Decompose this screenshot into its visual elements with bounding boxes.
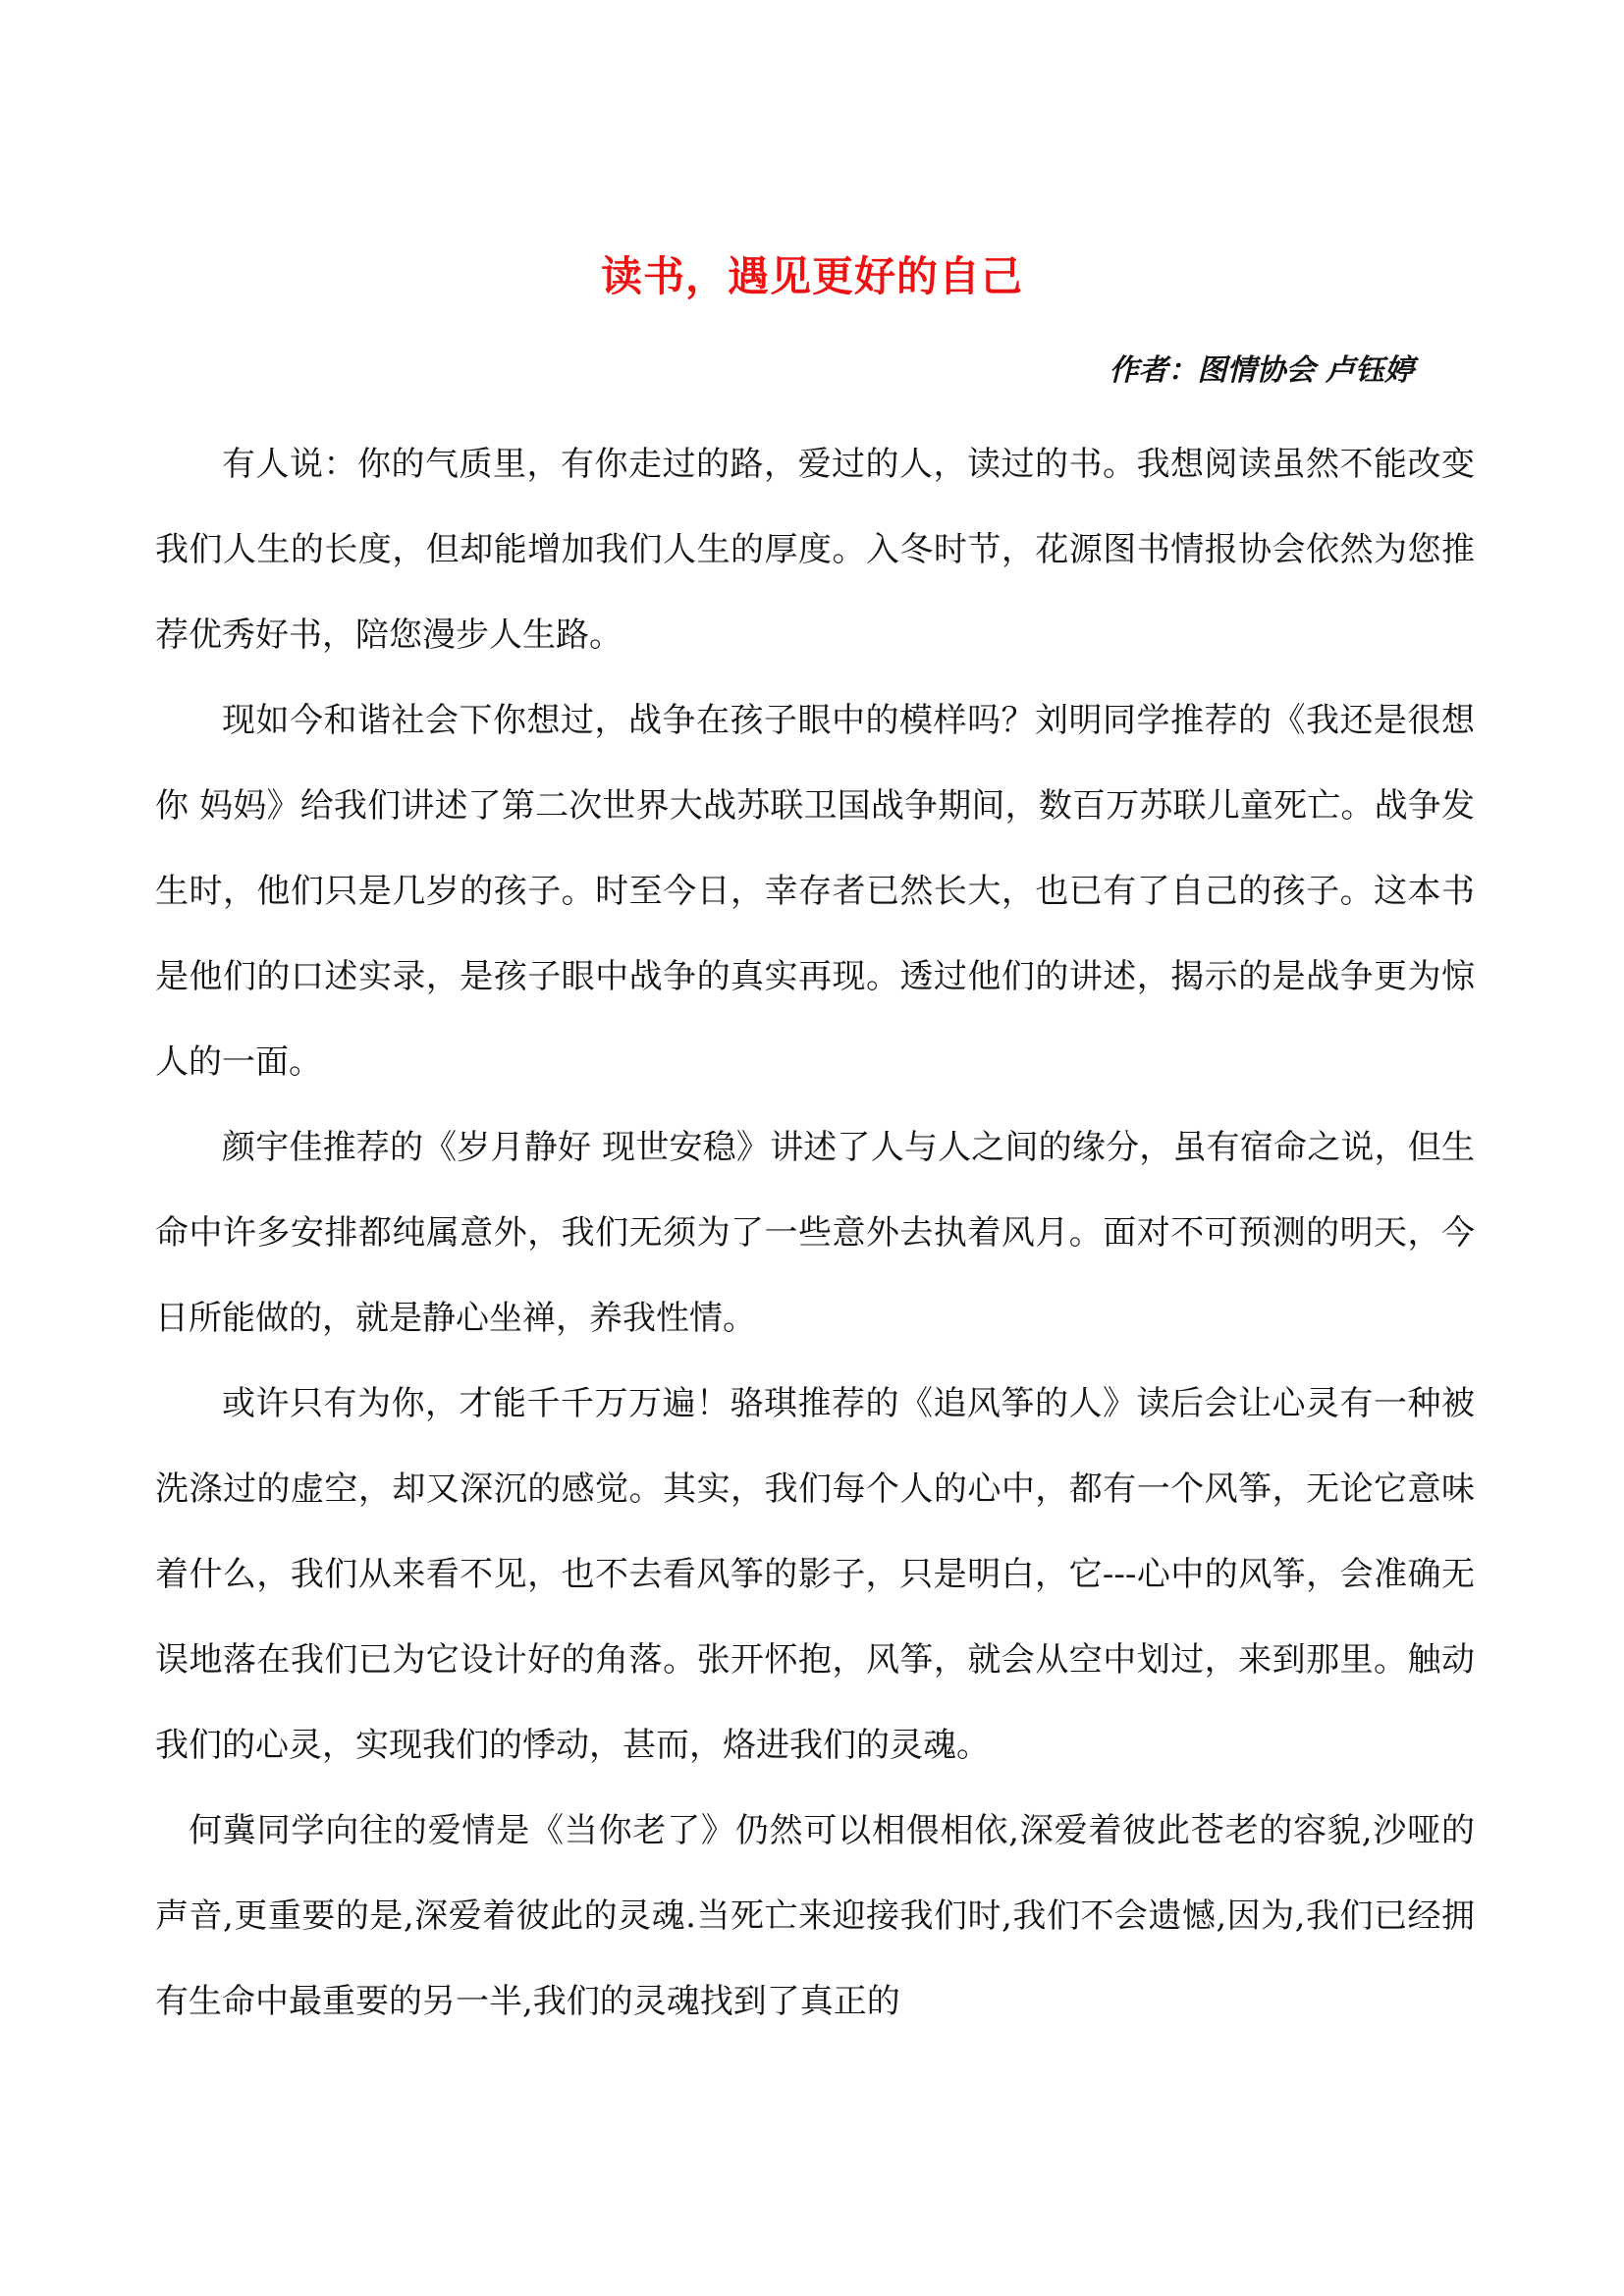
author-line: 作者：图情协会 卢钰婷: [1109, 353, 1414, 388]
paragraph-when-you-are-old: 何冀同学向往的爱情是《当你老了》仍然可以相偎相依,深爱着彼此苍老的容貌,沙哑的声音,更重要的是,深爱着彼此的灵魂.当死亡来迎接我们时,我们不会遗憾,因为,我们已经拥有生命中最重要的另一半,我们的灵魂找到了真正的: [155, 1811, 1475, 2021]
paragraph-intro: 有人说：你的气质里，有你走过的路，爱过的人，读过的书。我想阅读虽然不能改变我们人生的长度，但却能增加我们人生的厚度。入冬时节，花源图书情报协会依然为您推荐优秀好书，陪您漫步人生路。: [155, 445, 1475, 655]
paragraph-kite-runner: 或许只有为你，才能千千万万遍！骆琪推荐的《追风筝的人》读后会让心灵有一种被洗涤过的虚空，却又深沉的感觉。其实，我们每个人的心中，都有一个风筝，无论它意味着什么，我们从来看不见，也不去看风筝的影子，只是明白，它---心中的风筝，会准确无误地落在我们已为它设计好的角落。张开怀抱，风筝，就会从空中划过，来到那里。触动我们的心灵，实现我们的悸动，甚而，烙进我们的灵魂。: [155, 1384, 1475, 1765]
paragraph-war-book: 现如今和谐社会下你想过，战争在孩子眼中的模样吗？刘明同学推荐的《我还是很想你 妈妈》给我们讲述了第二次世界大战苏联卫国战争期间，数百万苏联儿童死亡。战争发生时，他们只是几岁的孩子。时至今日，幸存者已然长大，也已有了自己的孩子。这本书是他们的口述实录，是孩子眼中战争的真实再现。透过他们的讲述，揭示的是战争更为惊人的一面。: [155, 701, 1475, 1082]
article-title: 读书，遇见更好的自己: [600, 252, 1023, 300]
article-body: [155, 422, 1475, 2045]
paragraph-quiet-years: 颜宇佳推荐的《岁月静好 现世安稳》讲述了人与人之间的缘分，虽有宿命之说，但生命中许多安排都纯属意外，我们无须为了一些意外去执着风月。面对不可预测的明天，今日所能做的，就是静心坐禅，养我性情。: [155, 1128, 1475, 1338]
